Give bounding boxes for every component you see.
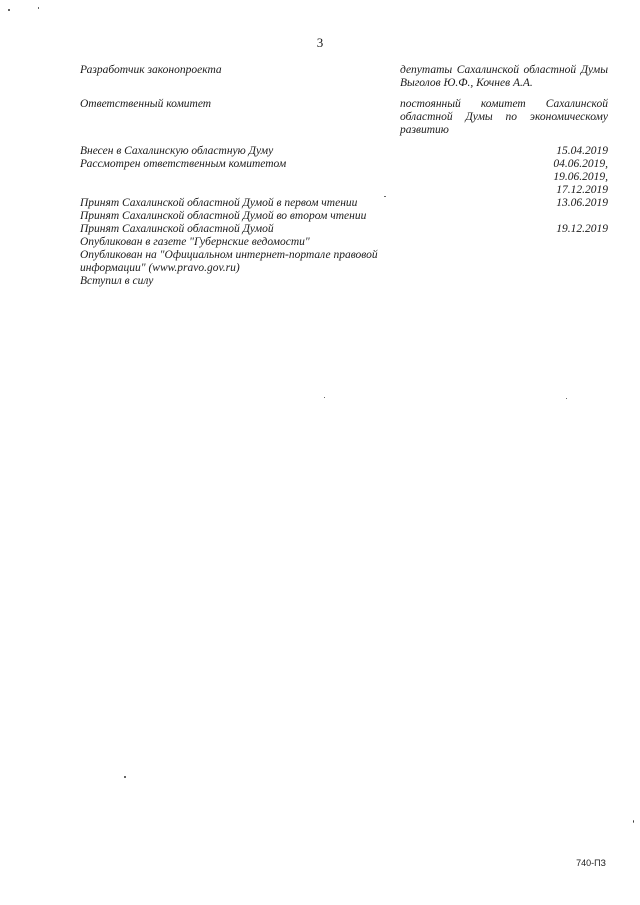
event-date: 04.06.2019, <box>553 158 608 170</box>
event-row-submitted <box>80 145 608 158</box>
document-body <box>80 64 608 288</box>
scan-speck <box>566 398 567 399</box>
info-value: постоянный комитет Сахалинской областной Думы по экономическому развитию <box>400 98 608 136</box>
event-label: Принят Сахалинской областной Думой во втором чтении <box>80 210 367 222</box>
event-label: Рассмотрен ответственным комитетом <box>80 158 287 170</box>
scan-speck <box>384 196 386 197</box>
scan-speck <box>124 776 126 778</box>
event-row-portal <box>80 249 608 275</box>
event-label: Опубликован в газете "Губернские ведомости" <box>80 236 310 248</box>
event-label: Внесен в Сахалинскую областную Думу <box>80 145 274 157</box>
scan-speck <box>8 9 10 11</box>
event-label: Опубликован на "Официальном интернет-портале правовой информации" (www.pravo.gov.ru) <box>80 249 378 274</box>
event-dates <box>400 223 608 236</box>
page-number: 3 <box>316 35 324 50</box>
info-label: Ответственный комитет <box>80 98 212 110</box>
event-row-adopted <box>80 223 608 236</box>
info-label: Разработчик законопроекта <box>80 64 222 76</box>
event-date: 17.12.2019 <box>556 184 608 196</box>
event-date: 19.12.2019 <box>556 223 608 235</box>
event-date: 13.06.2019 <box>556 197 608 209</box>
event-date: 19.06.2019, <box>553 171 608 183</box>
scan-speck <box>324 397 325 398</box>
event-row-second-reading <box>80 210 608 223</box>
event-label: Принят Сахалинской областной Думой <box>80 223 274 235</box>
event-row-first-reading <box>80 197 608 210</box>
event-row-committee-review <box>80 158 608 197</box>
scan-speck <box>38 7 39 9</box>
scan-speck <box>633 820 634 823</box>
document-code: 740-ПЗ <box>576 858 606 868</box>
info-row-committee <box>80 98 608 137</box>
event-row-newspaper <box>80 236 608 249</box>
event-dates <box>400 158 608 197</box>
event-row-in-force <box>80 275 608 288</box>
info-row-developer <box>80 64 608 90</box>
event-date: 15.04.2019 <box>556 145 608 157</box>
event-label: Вступил в силу <box>80 275 154 287</box>
event-dates <box>400 197 608 210</box>
event-label: Принят Сахалинской областной Думой в первом чтении <box>80 197 358 209</box>
event-dates <box>400 145 608 158</box>
info-value: депутаты Сахалинской областной Думы Выголов Ю.Ф., Кочнев А.А. <box>400 64 608 89</box>
